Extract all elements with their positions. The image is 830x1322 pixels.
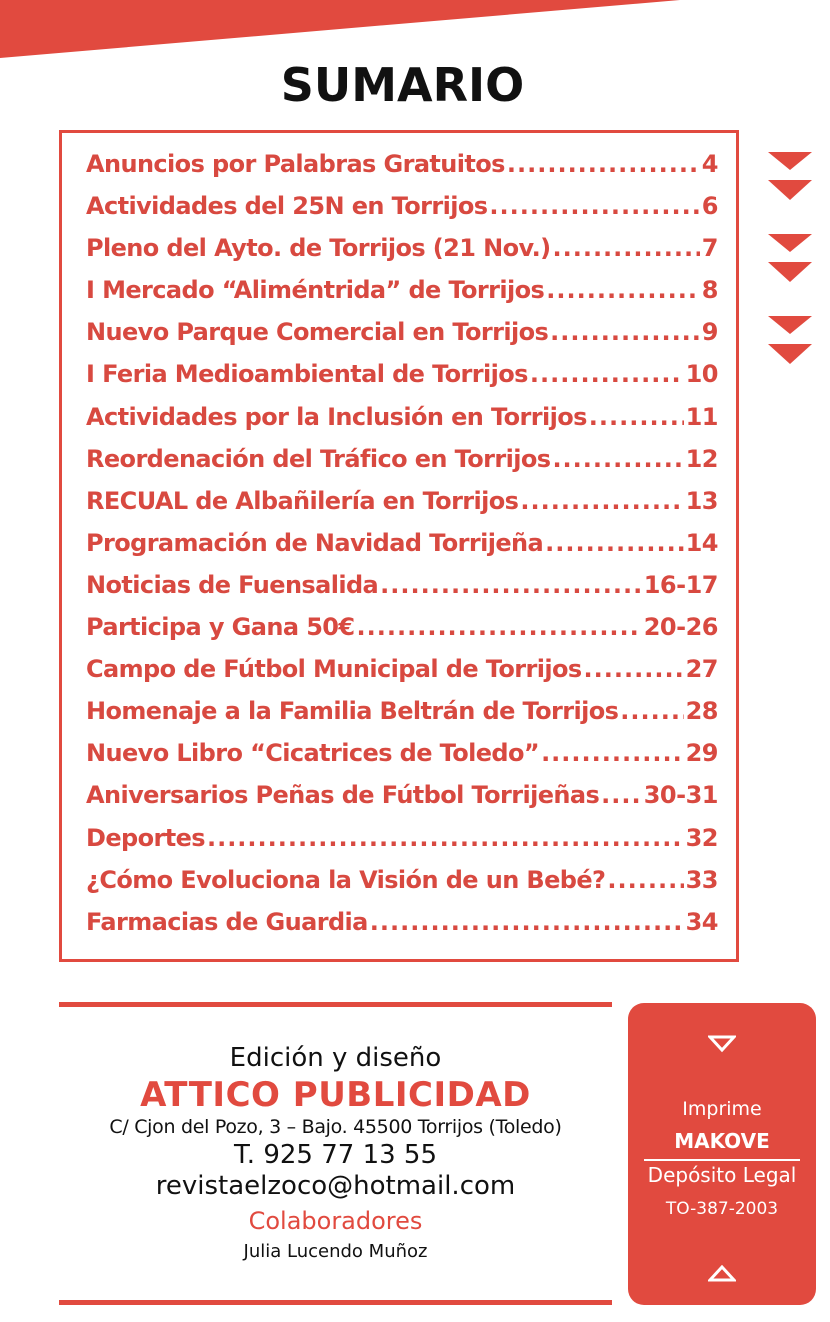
- company-address: C/ Cjon del Pozo, 3 – Bajo. 45500 Torrijos (Toledo): [109, 1116, 562, 1138]
- toc-item-title: Reordenación del Tráfico en Torrijos: [86, 444, 551, 473]
- toc-item-title: Actividades del 25N en Torrijos: [86, 192, 488, 221]
- toc-item: [86, 445, 718, 487]
- toc-item-title: Programación de Navidad Torrijeña: [86, 528, 544, 557]
- toc-item-page: 7: [701, 234, 718, 263]
- toc-item-page: 29: [685, 739, 718, 768]
- toc-leader-dots: [546, 276, 700, 304]
- collaborators-heading: Colaboradores: [248, 1207, 423, 1235]
- toc-item: [86, 150, 718, 192]
- toc-item: [86, 403, 718, 445]
- toc-leader-dots: [530, 360, 684, 388]
- toc-item-title: Nuevo Parque Comercial en Torrijos: [86, 318, 549, 347]
- toc-item-title: RECUAL de Albañilería en Torrijos: [86, 486, 519, 515]
- toc-item-title: Homenaje a la Familia Beltrán de Torrijos: [86, 697, 619, 726]
- toc-item-page: 27: [685, 655, 718, 684]
- toc-item-title: I Mercado “Aliméntrida” de Torrijos: [86, 276, 545, 305]
- decorative-arrows: [768, 150, 816, 370]
- toc-leader-dots: [507, 150, 700, 178]
- company-name: ATTICO PUBLICIDAD: [140, 1075, 531, 1115]
- toc-leader-dots: [607, 866, 683, 894]
- toc-item: [86, 234, 718, 276]
- toc-item-page: 8: [701, 276, 718, 305]
- print-info-card: [628, 1003, 816, 1305]
- toc-item: [86, 824, 718, 866]
- toc-item-title: Noticias de Fuensalida: [86, 570, 379, 599]
- top-divider: [59, 1002, 612, 1007]
- toc-item: [86, 571, 718, 613]
- toc-item-page: 9: [701, 318, 718, 347]
- legal-deposit-number: TO-387-2003: [665, 1199, 779, 1219]
- legal-deposit-label: Depósito Legal: [647, 1163, 797, 1187]
- card-divider: [644, 1159, 800, 1161]
- toc-item-page: 16-17: [643, 570, 718, 599]
- toc-item-title: Participa y Gana 50€: [86, 613, 355, 642]
- toc-item-page: 32: [685, 823, 718, 852]
- toc-leader-dots: [589, 403, 684, 431]
- double-chevron-down-icon: [768, 152, 812, 200]
- toc-leader-dots: [380, 571, 642, 599]
- toc-leader-dots: [207, 824, 684, 852]
- toc-item: [86, 276, 718, 318]
- toc-leader-dots: [520, 487, 683, 515]
- toc-item-page: 30-31: [643, 781, 718, 810]
- toc-item-title: Actividades por la Inclusión en Torrijos: [86, 402, 587, 431]
- toc-item: [86, 192, 718, 234]
- company-email: revistaelzoco@hotmail.com: [155, 1171, 516, 1201]
- printer-label: Imprime: [682, 1098, 762, 1120]
- toc-item: [86, 529, 718, 571]
- toc-leader-dots: [552, 445, 683, 473]
- toc-leader-dots: [550, 318, 700, 346]
- toc-item-page: 33: [685, 865, 718, 894]
- toc-item: [86, 697, 718, 739]
- collaborator-name: Julia Lucendo Muñoz: [243, 1241, 428, 1262]
- double-chevron-down-icon: [768, 234, 812, 282]
- toc-item-page: 34: [685, 907, 718, 936]
- printer-name: MAKOVE: [674, 1129, 770, 1153]
- toc-item-page: 28: [685, 697, 718, 726]
- toc-leader-dots: [620, 697, 683, 725]
- toc-item: [86, 908, 718, 950]
- bottom-divider: [59, 1300, 612, 1305]
- toc-item-page: 4: [701, 150, 718, 178]
- toc-item-title: Campo de Fútbol Municipal de Torrijos: [86, 655, 582, 684]
- toc-item-title: Aniversarios Peñas de Fútbol Torrijeñas: [86, 781, 600, 810]
- toc-item-page: 11: [685, 402, 718, 431]
- credits-block: [59, 1040, 612, 1264]
- toc-item-page: 6: [701, 192, 718, 221]
- toc-leader-dots: [545, 529, 683, 557]
- toc-item-page: 20-26: [643, 613, 718, 642]
- toc-leader-dots: [370, 908, 684, 936]
- toc-item: [86, 655, 718, 697]
- toc-item: [86, 360, 718, 402]
- toc-item: [86, 781, 718, 823]
- toc-item-page: 12: [685, 444, 718, 473]
- triangle-up-icon: [708, 1265, 736, 1283]
- triangle-down-icon: [708, 1035, 736, 1053]
- toc-item-title: Nuevo Libro “Cicatrices de Toledo”: [86, 739, 540, 768]
- toc-leader-dots: [601, 781, 642, 809]
- toc-item: [86, 613, 718, 655]
- toc-item-title: I Feria Medioambiental de Torrijos: [86, 360, 528, 389]
- toc-item-title: ¿Cómo Evoluciona la Visión de un Bebé?: [86, 865, 606, 894]
- toc-item: [86, 318, 718, 360]
- toc-item-title: Pleno del Ayto. de Torrijos (21 Nov.): [86, 234, 551, 263]
- toc-leader-dots: [357, 613, 642, 641]
- toc-leader-dots: [541, 739, 684, 767]
- toc-item-page: 14: [685, 528, 718, 557]
- edition-label: Edición y diseño: [229, 1043, 442, 1073]
- toc-item-page: 10: [685, 360, 718, 389]
- double-chevron-down-icon: [768, 316, 812, 364]
- toc-item: [86, 487, 718, 529]
- company-phone: T. 925 77 13 55: [234, 1140, 437, 1170]
- toc-item: [86, 866, 718, 908]
- toc-item-title: Farmacias de Guardia: [86, 907, 368, 936]
- toc-item: [86, 739, 718, 781]
- page-title: SUMARIO: [280, 58, 525, 112]
- toc-leader-dots: [584, 655, 684, 683]
- toc-leader-dots: [552, 234, 699, 262]
- toc-item-title: Deportes: [86, 823, 205, 852]
- toc-leader-dots: [489, 192, 699, 220]
- toc-item-page: 13: [685, 486, 718, 515]
- toc-item-title: Anuncios por Palabras Gratuitos: [86, 150, 505, 178]
- table-of-contents: [86, 150, 718, 950]
